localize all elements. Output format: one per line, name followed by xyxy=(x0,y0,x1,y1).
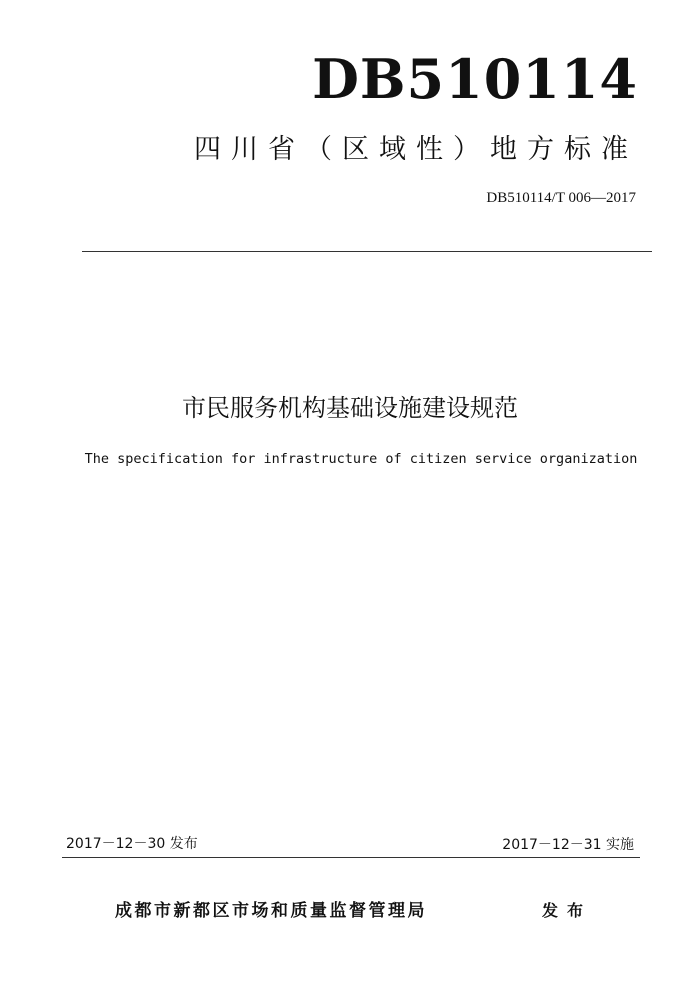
issue-date: 2017－12－30 发布 xyxy=(66,836,198,852)
standard-number: DB510114/T 006—2017 xyxy=(486,190,636,206)
standard-code: DB510114 xyxy=(312,47,638,111)
document-title-english: The specification for infrastructure of citizen service organization xyxy=(84,451,638,467)
standard-type: 四川省（区域性）地方标准 xyxy=(194,134,638,165)
top-divider xyxy=(82,251,652,252)
implementation-date: 2017－12－31 实施 xyxy=(502,837,634,853)
bottom-divider xyxy=(62,857,640,858)
document-title-chinese: 市民服务机构基础设施建设规范 xyxy=(182,394,518,422)
issuing-authority: 成都市新都区市场和质量监督管理局 xyxy=(115,901,427,921)
publish-label: 发布 xyxy=(542,901,593,920)
